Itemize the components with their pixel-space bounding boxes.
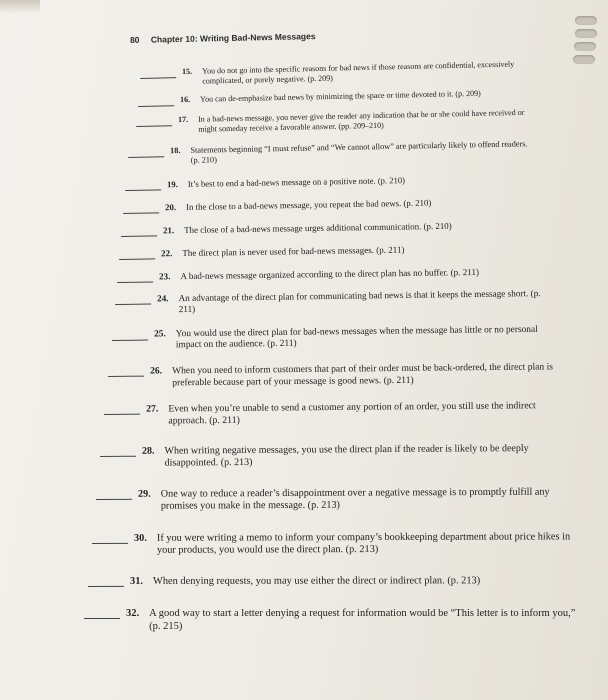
answer-blank[interactable]	[119, 248, 155, 260]
statement-number: 20.	[164, 202, 177, 213]
statement-text: In a bad-news message, you never give the reader any indication that he or she could have received or might someday receive a favorable answer. (pp. 209–210)	[197, 107, 525, 134]
answer-blank[interactable]	[115, 293, 151, 305]
statement-number: 28.	[141, 445, 155, 457]
statement-20	[123, 196, 538, 214]
statement-text: When writing negative messages, you use the direct plan if the reader is likely to be deeply disappointed. (p. 213)	[164, 443, 529, 469]
statement-text: A good way to start a letter denying a request for information would be “This letter is to inform you,” (p. 215)	[149, 608, 576, 632]
statement-number: 29.	[137, 488, 151, 500]
statement-number: 25.	[153, 329, 166, 340]
statement-text: The direct plan is never used for bad-news messages. (p. 211)	[182, 244, 405, 259]
statement-number: 19.	[166, 179, 178, 190]
statement-number: 27.	[145, 403, 159, 415]
statement-number: 21.	[162, 225, 175, 236]
statement-22	[119, 242, 544, 260]
answer-blank[interactable]	[128, 146, 164, 158]
statement-23	[117, 266, 547, 283]
answer-blank[interactable]	[92, 533, 128, 544]
statement-number: 24.	[156, 293, 169, 304]
page-number: 80	[129, 34, 140, 45]
answer-blank[interactable]	[88, 576, 124, 587]
statement-text: An advantage of the direct plan for communicating bad news is that it keeps the message short. (p. 211)	[178, 288, 541, 315]
statement-30	[92, 531, 577, 557]
statement-19	[125, 173, 535, 191]
answer-blank[interactable]	[140, 67, 176, 79]
answer-blank[interactable]	[125, 179, 161, 191]
statement-text: You can de-emphasize bad news by minimizing the space or time devoted to it. (p. 209)	[199, 88, 481, 104]
statement-27	[104, 400, 559, 427]
statement-text: A bad-news message organized according to the direct plan has no buffer. (p. 211)	[180, 266, 480, 282]
statement-18	[128, 139, 538, 167]
statement-number: 31.	[129, 575, 144, 587]
answer-blank[interactable]	[121, 225, 157, 237]
chapter-title: Chapter 10: Writing Bad-News Messages	[150, 31, 316, 45]
statement-text: In the close to a bad-news message, you repeat the bad news. (p. 210)	[185, 197, 432, 212]
statement-text: You do not go into the specific reasons for bad news if those reasons are confidential, excessively complicated, or purely negative. (p. 209)	[201, 59, 515, 86]
statement-number: 17.	[177, 114, 189, 125]
answer-blank[interactable]	[96, 489, 132, 500]
statement-number: 30.	[133, 532, 147, 544]
statement-24	[115, 288, 550, 316]
statement-32	[84, 608, 589, 633]
statement-text: Statements beginning “I must refuse” and “We cannot allow” are particularly likely to offend readers. (p. 210)	[190, 139, 528, 165]
answer-blank[interactable]	[136, 115, 172, 127]
statement-text: When you need to inform customers that part of their order must be back-ordered, the direct plan is preferable because part of your message is good news. (p. 211)	[171, 361, 554, 388]
statement-28	[100, 443, 570, 470]
statement-16	[138, 88, 538, 107]
statement-text: One way to reduce a reader’s disappointment over a negative message is to promptly fulfill any promises you make in the message. (p. 213)	[160, 486, 550, 512]
statement-number: 23.	[158, 271, 171, 282]
answer-blank[interactable]	[112, 330, 148, 341]
statement-text: Even when you’re unable to send a customer any portion of an order, you still use the indirect approach. (p. 211)	[168, 400, 536, 427]
statement-15	[140, 59, 540, 87]
statement-text: The close of a bad-news message urges additional communication. (p. 210)	[184, 220, 452, 236]
statement-number: 22.	[160, 248, 173, 259]
statement-29	[96, 487, 571, 514]
statement-number: 26.	[149, 365, 163, 377]
statement-17	[136, 108, 536, 136]
answer-blank[interactable]	[123, 202, 159, 214]
statement-number: 15.	[181, 66, 193, 77]
statement-31	[88, 575, 578, 588]
answer-blank[interactable]	[117, 271, 153, 283]
statement-number: 32.	[126, 608, 140, 619]
statement-number: 16.	[179, 94, 191, 105]
answer-blank[interactable]	[138, 95, 174, 107]
answer-blank[interactable]	[108, 366, 144, 377]
statement-21	[121, 219, 541, 237]
statement-text: When denying requests, you may use either the direct or indirect plan. (p. 213)	[152, 575, 481, 587]
answer-blank[interactable]	[104, 404, 140, 415]
answer-blank[interactable]	[100, 446, 136, 457]
statement-26	[108, 361, 558, 389]
statement-text: You would use the direct plan for bad-news messages when the message has little or no personal impact on the audience. (p. 211)	[175, 324, 538, 351]
statement-text: It’s best to end a bad-news message on a positive note. (p. 210)	[187, 175, 406, 189]
statement-number: 18.	[169, 145, 181, 156]
statement-25	[112, 325, 552, 353]
statement-text: If you were writing a memo to inform your company’s bookkeeping department about price hikes in your products, you would use the direct plan. (p. 213)	[156, 531, 571, 557]
answer-blank[interactable]	[84, 608, 120, 619]
